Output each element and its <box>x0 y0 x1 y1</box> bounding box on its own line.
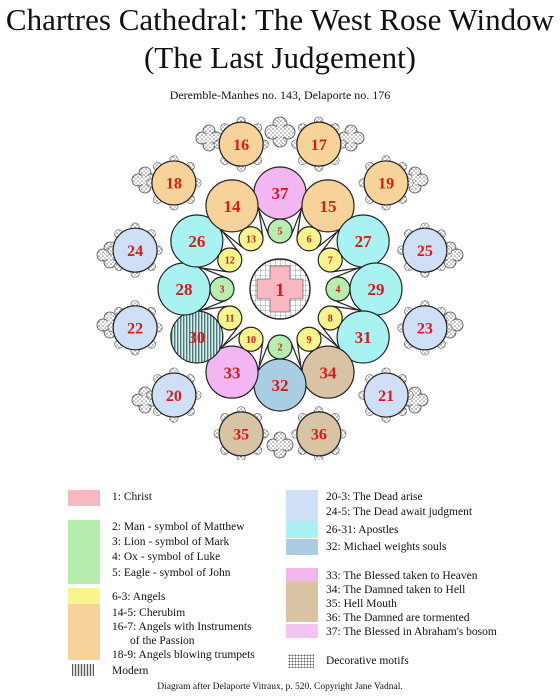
medallion-label: 7 <box>327 255 333 267</box>
inner-medallion-4 <box>326 277 350 301</box>
medallion-label: 19 <box>378 175 395 193</box>
medallion-label: 14 <box>223 196 241 216</box>
medallion-label: 33 <box>223 363 241 383</box>
middle-medallion-29 <box>350 263 402 315</box>
outer-medallion-20 <box>152 373 196 417</box>
inner-medallion-11 <box>218 306 242 330</box>
legend-swatch-christ <box>68 490 100 506</box>
inner-medallion-2 <box>268 335 292 359</box>
outer-medallion-35 <box>219 412 263 456</box>
medallion-label: 5 <box>277 226 283 238</box>
middle-medallion-14 <box>206 180 258 232</box>
medallion-label: 16 <box>233 136 250 154</box>
legend-label: Decorative motifs <box>326 655 409 667</box>
legend-label: 4: Ox - symbol of Luke <box>112 551 221 563</box>
medallion-label: 25 <box>416 242 433 260</box>
medallion-label: 34 <box>319 363 337 383</box>
medallion-label: 24 <box>127 242 144 260</box>
medallion-label: 3 <box>219 284 225 296</box>
legend-label: 1: Christ <box>112 491 152 503</box>
legend-label: 24-5: The Dead await judgment <box>326 506 473 518</box>
inner-medallion-12 <box>218 248 242 272</box>
medallion-label: 11 <box>225 313 235 325</box>
outer-medallion-23 <box>403 306 447 350</box>
rose-window-diagram <box>0 100 560 460</box>
legend-label: 33: The Blessed taken to Heaven <box>326 570 478 582</box>
medallion-label: 9 <box>306 334 312 346</box>
inner-medallion-6 <box>297 227 321 251</box>
legend-label: 16-7: Angels with Instruments <box>112 621 252 633</box>
page-title: Chartres Cathedral: The West Rose Window <box>5 2 555 37</box>
inner-medallion-8 <box>318 306 342 330</box>
medallion-label: 35 <box>233 426 250 444</box>
medallion-label: 2 <box>277 342 283 354</box>
legend-label: 2: Man - symbol of Matthew <box>112 521 245 533</box>
medallion-label: 12 <box>224 255 235 267</box>
middle-medallion-27 <box>337 215 389 267</box>
inner-medallion-10 <box>239 327 263 351</box>
legend-swatch-apostles <box>286 522 318 538</box>
inner-medallion-9 <box>297 327 321 351</box>
legend-swatch-abraham <box>286 624 318 638</box>
middle-medallion-37 <box>254 167 306 219</box>
catalog-reference: Deremble-Manhes no. 143, Delaporte no. 176 <box>169 88 391 102</box>
decorative-motif <box>267 432 293 458</box>
legend-label: 14-5: Cherubim <box>112 607 186 619</box>
medallion-label: 32 <box>271 376 289 396</box>
medallion-label: 1 <box>275 280 285 301</box>
legend-swatch-decorative <box>288 654 314 668</box>
middle-medallion-28 <box>158 263 210 315</box>
legend-label: 18-9: Angels blowing trumpets <box>112 649 255 661</box>
medallion-label: 18 <box>165 175 182 193</box>
legend-swatch-evangelist-symbols <box>68 520 100 584</box>
legend-label: 26-31: Apostles <box>326 524 399 536</box>
medallion-label: 20 <box>165 387 182 405</box>
decorative-motif <box>265 117 295 147</box>
medallion-label: 37 <box>271 184 289 204</box>
outer-medallion-17 <box>297 122 341 166</box>
legend-label: 20-3: The Dead arise <box>326 491 423 503</box>
legend-label: 6-3: Angels <box>112 591 166 603</box>
medallion-label: 6 <box>306 234 312 246</box>
medallion-label: 26 <box>188 232 206 252</box>
medallion-label: 17 <box>310 136 327 154</box>
legend-label: 36: The Damned are tormented <box>326 612 470 624</box>
page-subtitle-line: (The Last Judgement) <box>143 40 417 75</box>
outer-medallion-25 <box>403 228 447 272</box>
legend-swatch-dead <box>286 490 318 522</box>
legend-swatch-michael <box>286 539 318 555</box>
inner-medallion-3 <box>210 277 234 301</box>
center-medallion-1 <box>250 259 310 319</box>
middle-medallion-32 <box>254 359 306 411</box>
medallion-label: 30 <box>188 328 206 348</box>
medallion-label: 4 <box>335 284 341 296</box>
outer-medallion-18 <box>152 161 196 205</box>
legend-label: 5: Eagle - symbol of John <box>112 567 231 579</box>
legend-swatch-cherubim <box>68 604 100 660</box>
inner-medallion-5 <box>268 219 292 243</box>
legend-label: of the Passion <box>130 635 195 647</box>
legend-swatch-angels <box>68 588 100 604</box>
medallion-label: 13 <box>246 234 256 246</box>
legend-label: 34: The Damned taken to Hell <box>326 584 466 596</box>
medallion-label: 8 <box>327 313 333 325</box>
inner-medallion-13 <box>239 227 263 251</box>
legend-label: 35: Hell Mouth <box>326 598 397 610</box>
medallion-label: 22 <box>127 320 144 338</box>
medallion-label: 31 <box>354 328 372 348</box>
legend-label: 32: Michael weights souls <box>326 541 447 553</box>
medallion-label: 27 <box>354 232 372 252</box>
outer-medallion-24 <box>113 228 157 272</box>
legend-swatch-blessed <box>286 568 318 582</box>
footer-credit: Diagram after Delaporte Vitraux, p. 520. Copyright Jane Vadnal. <box>157 682 403 692</box>
outer-medallion-19 <box>364 161 408 205</box>
medallion-label: 36 <box>310 426 327 444</box>
medallion-label: 10 <box>246 334 256 346</box>
outer-medallion-22 <box>113 306 157 350</box>
outer-medallion-36 <box>297 412 341 456</box>
legend-swatch-modern <box>72 664 94 676</box>
legend-label: 37: The Blessed in Abraham's bosom <box>326 626 497 638</box>
medallion-label: 23 <box>416 320 433 338</box>
middle-medallion-34 <box>302 346 354 398</box>
medallion-label: 29 <box>367 280 385 300</box>
legend-label: 3: Lion - symbol of Mark <box>112 536 230 548</box>
medallion-label: 21 <box>378 387 395 405</box>
outer-medallion-16 <box>219 122 263 166</box>
medallion-label: 15 <box>319 196 337 216</box>
medallion-label: 28 <box>175 280 193 300</box>
middle-medallion-30 <box>171 311 223 363</box>
outer-medallion-21 <box>364 373 408 417</box>
legend-swatch-damned <box>286 582 318 622</box>
inner-medallion-7 <box>318 248 342 272</box>
legend-label: Modern <box>112 665 149 677</box>
